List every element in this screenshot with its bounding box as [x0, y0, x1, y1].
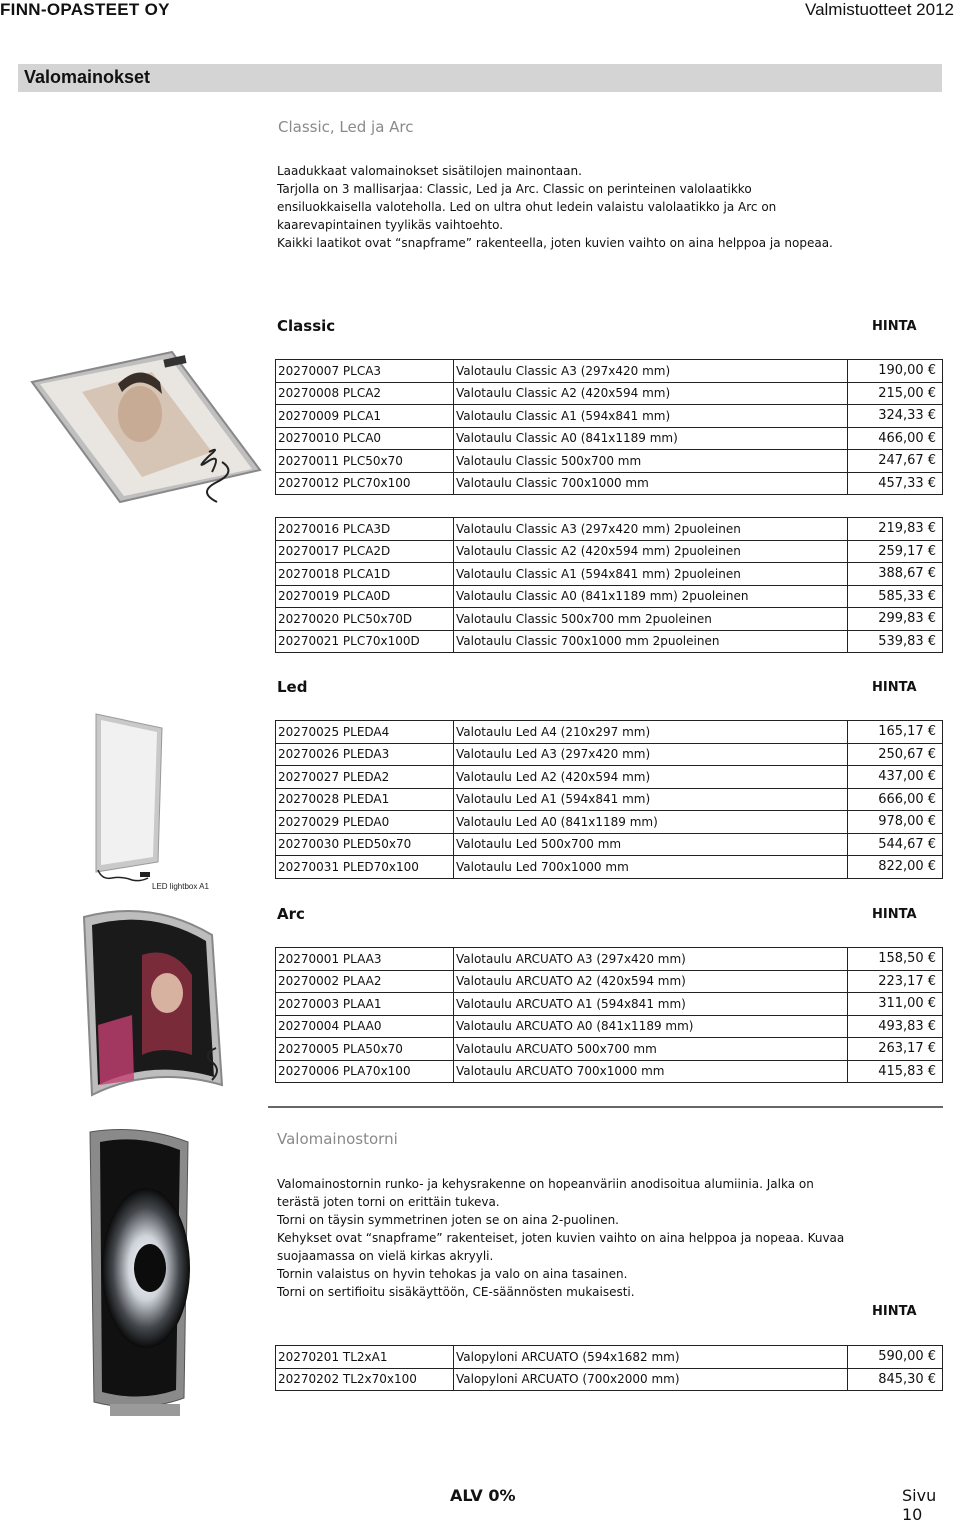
table-row — [276, 856, 943, 879]
intro-line: Kaikki laatikot ovat “snapframe” rakenteella, joten kuvien vaihto on aina helppoa ja nopeaa. — [277, 236, 833, 250]
price-value: 299,83 — [878, 611, 924, 627]
product-code: 20270018 PLCA1D — [276, 563, 454, 586]
table-row — [276, 382, 943, 405]
catalog-title: Valmistuotteet 2012 — [805, 0, 954, 19]
classic-title: Classic — [277, 317, 336, 335]
product-description: Valotaulu Classic A2 (420x594 mm) 2puoleinen — [454, 540, 848, 563]
price-value: 215,00 — [878, 385, 924, 401]
price-cell — [848, 766, 943, 789]
price-cell — [848, 811, 943, 834]
product-description: Valotaulu ARCUATO 500x700 mm — [454, 1038, 848, 1061]
intro-line: Laadukkaat valomainokset sisätilojen mainontaan. — [277, 164, 582, 178]
led-lightbox-image — [92, 712, 172, 882]
arc-title: Arc — [277, 905, 305, 923]
product-description: Valotaulu Led A2 (420x594 mm) — [454, 766, 848, 789]
price-value: 666,00 — [878, 791, 924, 807]
table-row — [276, 993, 943, 1016]
price-cell — [848, 856, 943, 879]
tower-line: Tornin valaistus on hyvin tehokas ja valo on aina tasainen. — [277, 1267, 628, 1281]
price-value: 590,00 — [878, 1349, 924, 1365]
price-value: 165,17 — [878, 724, 924, 740]
table-row — [276, 788, 943, 811]
table-row — [276, 1368, 943, 1391]
table-row — [276, 766, 943, 789]
price-cell — [848, 472, 943, 495]
page-number: Sivu 10 — [902, 1486, 937, 1524]
arc-lightbox-image — [62, 905, 232, 1105]
table-row — [276, 585, 943, 608]
price-cell — [848, 630, 943, 653]
price-value: 437,00 — [878, 769, 924, 785]
price-value: 190,00 — [878, 363, 924, 379]
tower-line: Kehykset ovat “snapframe” rakenteiset, joten kuvien vaihto on aina helppoa ja nopeaa. Kuvaa — [277, 1231, 845, 1245]
table-row — [276, 608, 943, 631]
product-code: 20270009 PLCA1 — [276, 405, 454, 428]
product-code: 20270011 PLC50x70 — [276, 450, 454, 473]
arc-price-table — [275, 947, 943, 1083]
price-cell — [848, 608, 943, 631]
price-cell — [848, 721, 943, 744]
intro-line: kaarevapintainen tyylikäs vaihtoehto. — [277, 218, 504, 232]
table-row — [276, 427, 943, 450]
product-description: Valotaulu Classic A1 (594x841 mm) — [454, 405, 848, 428]
product-description: Valotaulu Led A1 (594x841 mm) — [454, 788, 848, 811]
price-value: 544,67 — [878, 836, 924, 852]
product-description: Valotaulu ARCUATO 700x1000 mm — [454, 1060, 848, 1083]
section-title-bar — [18, 64, 942, 92]
product-code: 20270019 PLCA0D — [276, 585, 454, 608]
product-code: 20270202 TL2x70x100 — [276, 1368, 454, 1391]
tower-line: suojaamassa on vielä kirkas akryyli. — [277, 1249, 494, 1263]
product-description: Valotaulu Led 700x1000 mm — [454, 856, 848, 879]
led-price-table — [275, 720, 943, 879]
arc-price-header: HINTA — [872, 907, 917, 922]
product-code: 20270031 PLED70x100 — [276, 856, 454, 879]
product-code: 20270201 TL2xA1 — [276, 1346, 454, 1369]
euro-icon: € — [927, 973, 936, 989]
product-description: Valotaulu Classic 500x700 mm 2puoleinen — [454, 608, 848, 631]
product-code: 20270003 PLAA1 — [276, 993, 454, 1016]
price-value: 539,83 — [878, 633, 924, 649]
product-code: 20270017 PLCA2D — [276, 540, 454, 563]
product-code: 20270026 PLEDA3 — [276, 743, 454, 766]
product-description: Valotaulu Classic A3 (297x420 mm) — [454, 360, 848, 383]
euro-icon: € — [927, 1349, 936, 1365]
price-cell — [848, 585, 943, 608]
euro-icon: € — [927, 566, 936, 582]
euro-icon: € — [927, 453, 936, 469]
product-code: 20270028 PLEDA1 — [276, 788, 454, 811]
euro-icon: € — [927, 588, 936, 604]
euro-icon: € — [927, 791, 936, 807]
euro-icon: € — [927, 633, 936, 649]
euro-icon: € — [927, 996, 936, 1012]
product-description: Valotaulu Led A0 (841x1189 mm) — [454, 811, 848, 834]
price-cell — [848, 518, 943, 541]
euro-icon: € — [927, 521, 936, 537]
price-value: 457,33 — [878, 475, 924, 491]
price-cell — [848, 382, 943, 405]
intro-line: ensiluokkaisella valoteholla. Led on ultra ohut ledein valaistu valolaatikko ja Arc on — [277, 200, 777, 214]
price-cell — [848, 948, 943, 971]
price-value: 259,17 — [878, 543, 924, 559]
product-code: 20270006 PLA70x100 — [276, 1060, 454, 1083]
euro-icon: € — [927, 814, 936, 830]
price-value: 311,00 — [878, 996, 924, 1012]
product-description: Valotaulu Led A4 (210x297 mm) — [454, 721, 848, 744]
euro-icon: € — [927, 1041, 936, 1057]
table-row — [276, 540, 943, 563]
euro-icon: € — [927, 746, 936, 762]
tower-line: Torni on täysin symmetrinen joten se on aina 2-puolinen. — [277, 1213, 619, 1227]
price-cell — [848, 833, 943, 856]
euro-icon: € — [927, 475, 936, 491]
table-row — [276, 630, 943, 653]
product-description: Valotaulu Classic A1 (594x841 mm) 2puoleinen — [454, 563, 848, 586]
product-description: Valotaulu Classic A0 (841x1189 mm) — [454, 427, 848, 450]
product-code: 20270010 PLCA0 — [276, 427, 454, 450]
price-value: 978,00 — [878, 814, 924, 830]
price-cell — [848, 1346, 943, 1369]
table-row — [276, 743, 943, 766]
euro-icon: € — [927, 859, 936, 875]
classic-double-sided-table — [275, 517, 943, 653]
product-code: 20270027 PLEDA2 — [276, 766, 454, 789]
table-row — [276, 472, 943, 495]
product-description: Valopyloni ARCUATO (700x2000 mm) — [454, 1368, 848, 1391]
price-value: 263,17 — [878, 1041, 924, 1057]
led-image-caption: LED lightbox A1 — [152, 882, 209, 891]
price-value: 219,83 — [878, 521, 924, 537]
price-cell — [848, 1015, 943, 1038]
euro-icon: € — [927, 611, 936, 627]
tower-text — [277, 1175, 844, 1301]
product-code: 20270004 PLAA0 — [276, 1015, 454, 1038]
table-row — [276, 518, 943, 541]
intro-subtitle: Classic, Led ja Arc — [278, 118, 414, 136]
euro-icon: € — [927, 1063, 936, 1079]
price-cell — [848, 788, 943, 811]
price-value: 324,33 — [878, 408, 924, 424]
euro-icon: € — [927, 724, 936, 740]
price-cell — [848, 743, 943, 766]
euro-icon: € — [927, 543, 936, 559]
price-cell — [848, 1038, 943, 1061]
tower-image — [80, 1128, 200, 1420]
table-row — [276, 833, 943, 856]
product-code: 20270020 PLC50x70D — [276, 608, 454, 631]
table-row — [276, 563, 943, 586]
table-row — [276, 1060, 943, 1083]
led-price-header: HINTA — [872, 680, 917, 695]
product-description: Valotaulu Classic A0 (841x1189 mm) 2puoleinen — [454, 585, 848, 608]
product-code: 20270001 PLAA3 — [276, 948, 454, 971]
table-row — [276, 811, 943, 834]
euro-icon: € — [927, 408, 936, 424]
price-value: 585,33 — [878, 588, 924, 604]
classic-price-header: HINTA — [872, 319, 917, 334]
product-description: Valopyloni ARCUATO (594x1682 mm) — [454, 1346, 848, 1369]
tower-price-table — [275, 1345, 943, 1391]
euro-icon: € — [927, 385, 936, 401]
euro-icon: € — [927, 836, 936, 852]
price-value: 466,00 — [878, 430, 924, 446]
price-cell — [848, 540, 943, 563]
product-description: Valotaulu ARCUATO A2 (420x594 mm) — [454, 970, 848, 993]
price-value: 223,17 — [878, 973, 924, 989]
product-code: 20270021 PLC70x100D — [276, 630, 454, 653]
table-row — [276, 721, 943, 744]
product-description: Valotaulu Classic 700x1000 mm 2puoleinen — [454, 630, 848, 653]
table-row — [276, 970, 943, 993]
product-description: Valotaulu Led 500x700 mm — [454, 833, 848, 856]
price-value: 158,50 — [878, 951, 924, 967]
euro-icon: € — [927, 1018, 936, 1034]
price-cell — [848, 405, 943, 428]
product-description: Valotaulu ARCUATO A1 (594x841 mm) — [454, 993, 848, 1016]
tower-subtitle: Valomainostorni — [277, 1130, 398, 1148]
euro-icon: € — [927, 769, 936, 785]
product-code: 20270029 PLEDA0 — [276, 811, 454, 834]
product-description: Valotaulu Classic A3 (297x420 mm) 2puoleinen — [454, 518, 848, 541]
price-value: 845,30 — [878, 1371, 924, 1387]
product-description: Valotaulu Classic 500x700 mm — [454, 450, 848, 473]
price-value: 415,83 — [878, 1063, 924, 1079]
price-cell — [848, 1060, 943, 1083]
table-row — [276, 360, 943, 383]
classic-lightbox-image — [22, 352, 267, 512]
table-row — [276, 1346, 943, 1369]
price-cell — [848, 427, 943, 450]
product-description: Valotaulu Led A3 (297x420 mm) — [454, 743, 848, 766]
tower-line: Torni on sertifioitu sisäkäyttöön, CE-säännösten mukaisesti. — [277, 1285, 635, 1299]
price-cell — [848, 993, 943, 1016]
price-value: 388,67 — [878, 566, 924, 582]
intro-line: Tarjolla on 3 mallisarjaa: Classic, Led ja Arc. Classic on perinteinen valolaatikko — [277, 182, 752, 196]
price-cell — [848, 563, 943, 586]
price-cell — [848, 1368, 943, 1391]
section-title: Valomainokset — [24, 67, 151, 87]
product-code: 20270025 PLEDA4 — [276, 721, 454, 744]
euro-icon: € — [927, 1371, 936, 1387]
company-name: FINN-OPASTEET OY — [0, 0, 170, 19]
table-row — [276, 405, 943, 428]
classic-price-table — [275, 359, 943, 495]
euro-icon: € — [927, 363, 936, 379]
product-code: 20270012 PLC70x100 — [276, 472, 454, 495]
euro-icon: € — [927, 430, 936, 446]
section-divider — [268, 1106, 943, 1108]
price-value: 822,00 — [878, 859, 924, 875]
product-code: 20270008 PLCA2 — [276, 382, 454, 405]
price-cell — [848, 450, 943, 473]
product-code: 20270016 PLCA3D — [276, 518, 454, 541]
vat-note: ALV 0% — [450, 1486, 516, 1505]
table-row — [276, 948, 943, 971]
product-code: 20270007 PLCA3 — [276, 360, 454, 383]
product-description: Valotaulu ARCUATO A0 (841x1189 mm) — [454, 1015, 848, 1038]
product-code: 20270030 PLED50x70 — [276, 833, 454, 856]
product-description: Valotaulu ARCUATO A3 (297x420 mm) — [454, 948, 848, 971]
price-cell — [848, 970, 943, 993]
led-title: Led — [277, 678, 308, 696]
tower-line: Valomainostornin runko- ja kehysrakenne on hopeanväriin anodisoitua alumiinia. Jalka on — [277, 1177, 814, 1191]
euro-icon: € — [927, 951, 936, 967]
table-row — [276, 450, 943, 473]
product-description: Valotaulu Classic A2 (420x594 mm) — [454, 382, 848, 405]
product-description: Valotaulu Classic 700x1000 mm — [454, 472, 848, 495]
price-value: 493,83 — [878, 1018, 924, 1034]
tower-line: terästä joten torni on erittäin tukeva. — [277, 1195, 500, 1209]
table-row — [276, 1038, 943, 1061]
product-code: 20270005 PLA50x70 — [276, 1038, 454, 1061]
price-value: 250,67 — [878, 746, 924, 762]
product-code: 20270002 PLAA2 — [276, 970, 454, 993]
table-row — [276, 1015, 943, 1038]
price-cell — [848, 360, 943, 383]
tower-price-header: HINTA — [872, 1304, 917, 1319]
intro-text — [277, 162, 833, 252]
price-value: 247,67 — [878, 453, 924, 469]
